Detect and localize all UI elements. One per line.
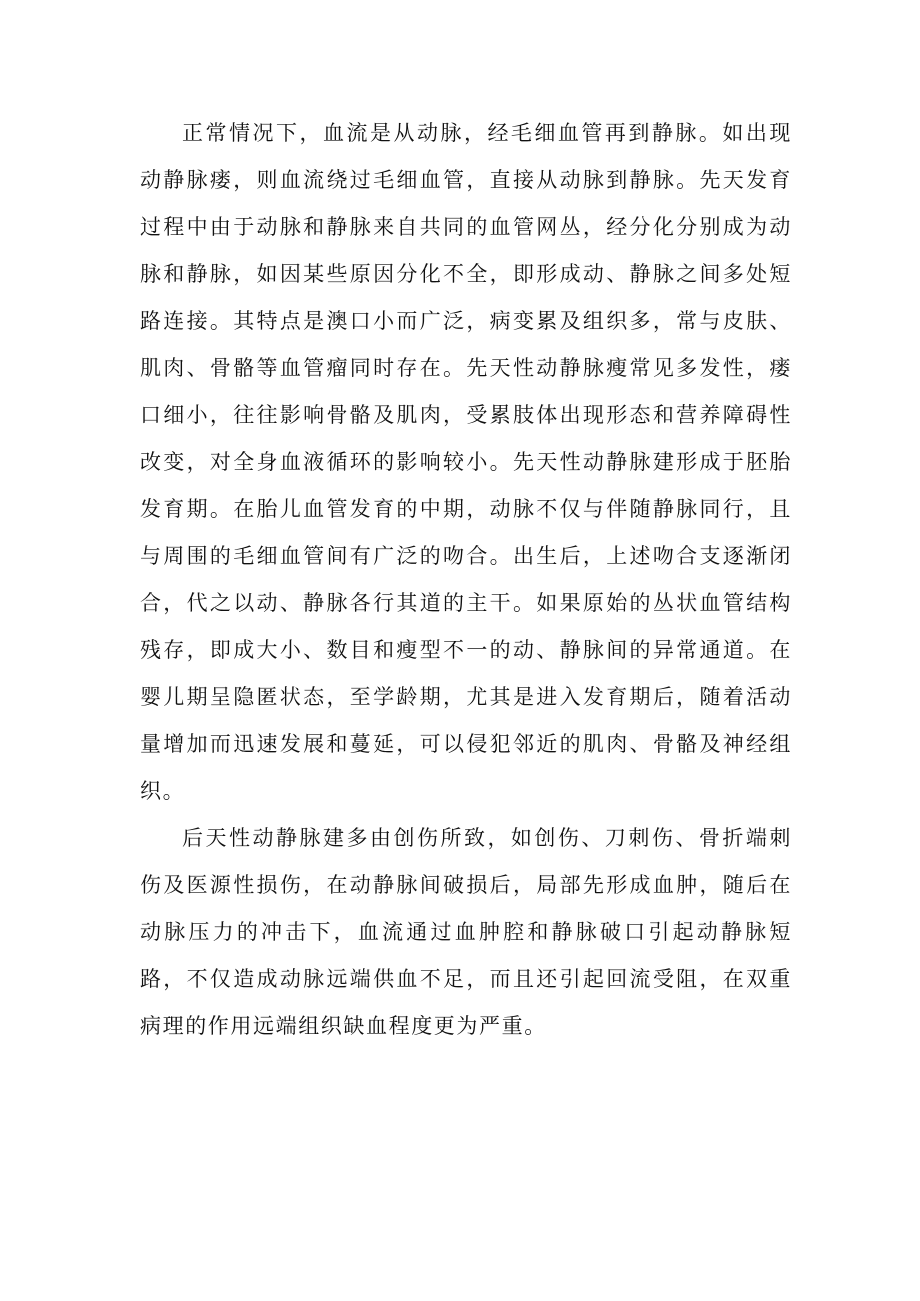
paragraph-acquired: 后天性动静脉建多由创伤所致，如创伤、刀刺伤、骨折端刺伤及医源性损伤，在动静脉间破损后，局部先形成血肿，随后在动脉压力的冲击下，血流通过血肿腔和静脉破口引起动静脉短路，不仅造成动脉远端供血不足，而且还引起回流受阻，在双重病理的作用远端组织缺血程度更为严重。	[140, 826, 792, 1038]
document-body	[140, 110, 792, 1050]
paragraph-congenital: 正常情况下，血流是从动脉，经毛细血管再到静脉。如出现动静脉瘘，则血流绕过毛细血管，直接从动脉到静脉。先天发育过程中由于动脉和静脉来自共同的血管网丛，经分化分别成为动脉和静脉，如因某些原因分化不全，即形成动、静脉之间多处短路连接。其特点是澳口小而广泛，病变累及组织多，常与皮肤、肌肉、骨骼等血管瘤同时存在。先天性动静脉瘦常见多发性，瘘口细小，往往影响骨骼及肌肉，受累肢体出现形态和营养障碍性改变，对全身血液循环的影响较小。先天性动静脉建形成于胚胎发育期。在胎儿血管发育的中期，动脉不仅与伴随静脉同行，且与周围的毛细血管间有广泛的吻合。出生后，上述吻合支逐渐闭合，代之以动、静脉各行其道的主干。如果原始的丛状血管结构残存，即成大小、数目和瘦型不一的动、静脉间的异常通道。在婴儿期呈隐匿状态，至学龄期，尤其是进入发育期后，随着活动量增加而迅速发展和蔓延，可以侵犯邻近的肌肉、骨骼及神经组织。	[140, 121, 792, 803]
